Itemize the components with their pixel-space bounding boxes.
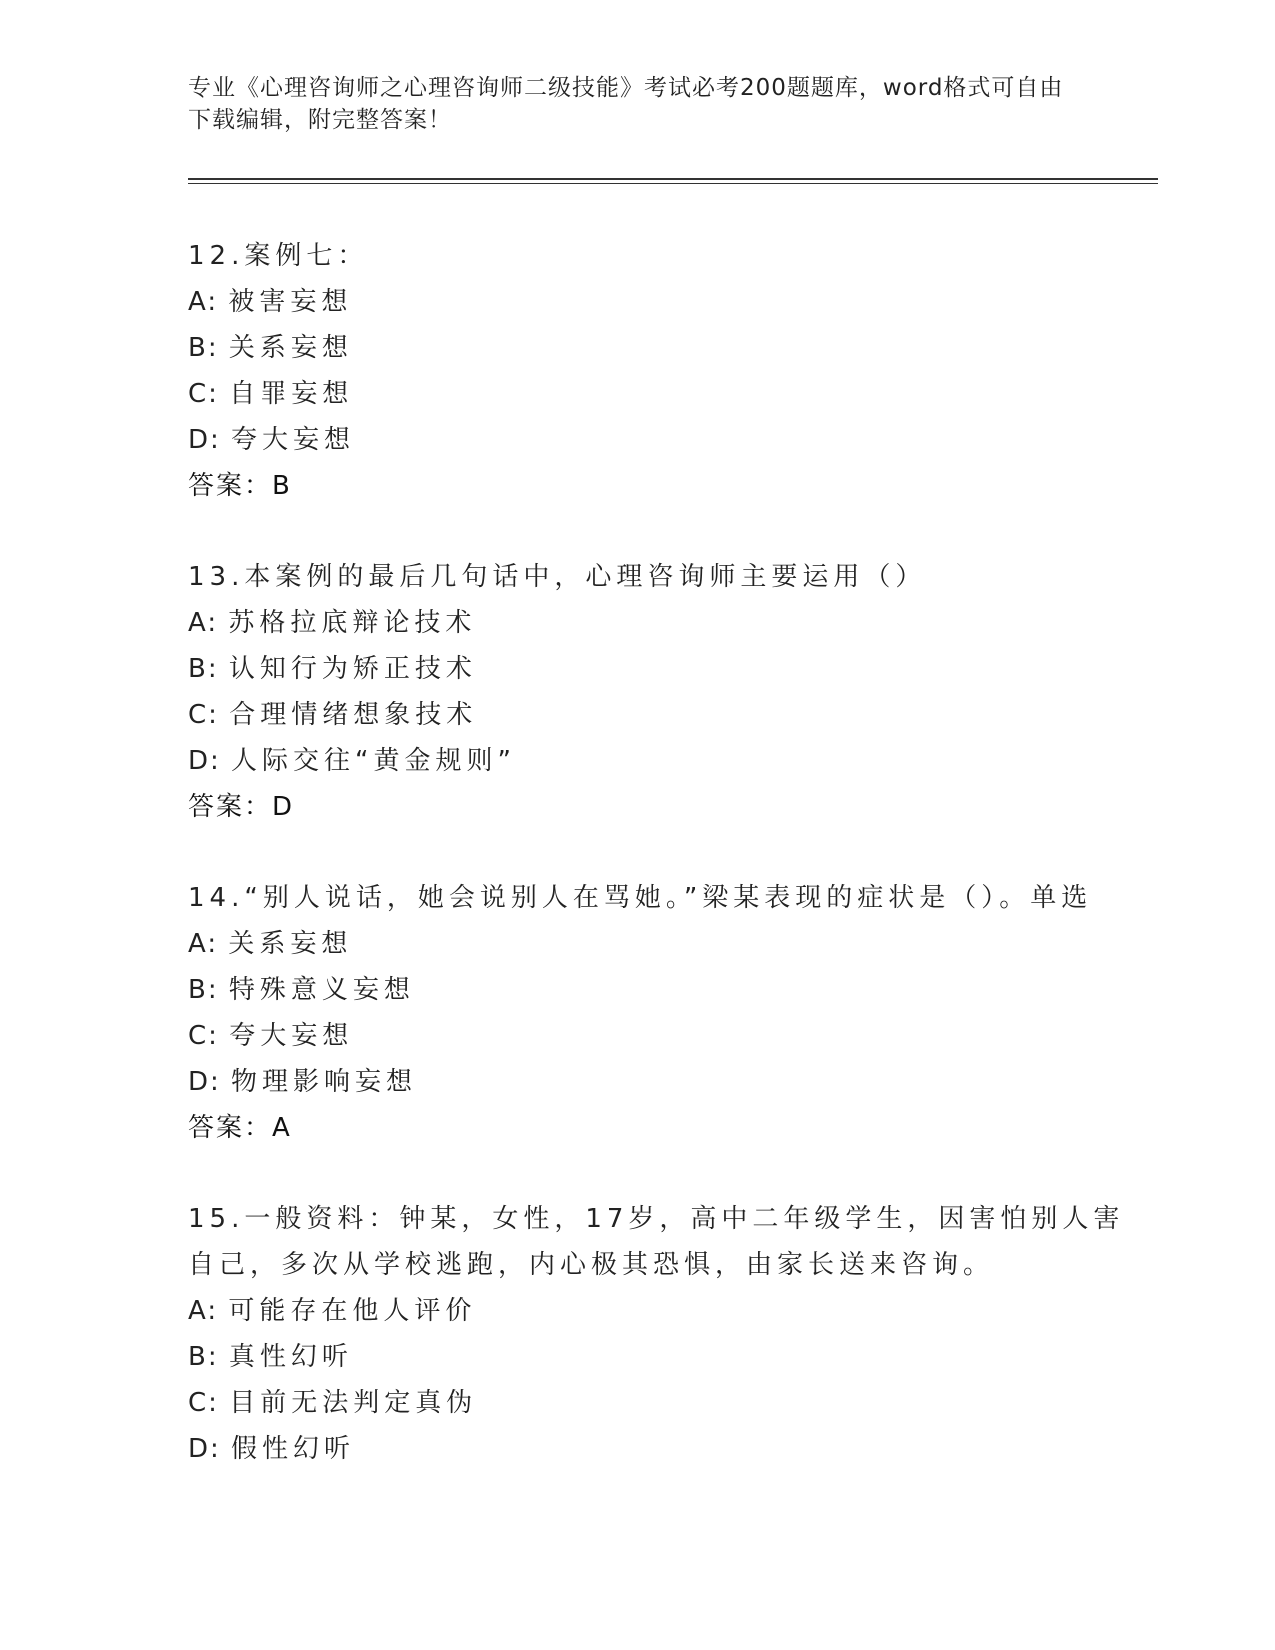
answer-text: 答案：A <box>188 1113 292 1143</box>
option-text: 被害妄想 <box>228 287 353 317</box>
option-label: C: <box>188 1021 230 1051</box>
option-c <box>188 371 1148 417</box>
option-label: A: <box>188 929 229 959</box>
option-text: 特殊意义妄想 <box>228 975 415 1005</box>
option-label: A: <box>188 287 229 317</box>
option-a <box>188 600 1148 646</box>
option-text: 自罪妄想 <box>229 379 354 409</box>
question-stem: 14.“别人说话，她会说别人在骂她。”梁某表现的症状是（）。单选 <box>188 883 1093 913</box>
option-text: 夸大妄想 <box>231 425 356 455</box>
option-label: B: <box>188 333 229 363</box>
option-b <box>188 646 1148 692</box>
option-b <box>188 1334 1148 1380</box>
question-14 <box>188 875 1148 1151</box>
question-12 <box>188 233 1148 509</box>
option-d <box>188 1059 1148 1105</box>
header-divider <box>188 178 1158 184</box>
option-label: D: <box>188 1067 232 1097</box>
option-d <box>188 417 1148 463</box>
question-stem: 12.案例七： <box>188 241 369 271</box>
document-header: 专业《心理咨询师之心理咨询师二级技能》考试必考200题题库，word格式可自由下载编辑，附完整答案！ <box>188 75 1064 133</box>
option-label: A: <box>188 1296 229 1326</box>
option-a <box>188 279 1148 325</box>
option-label: B: <box>188 654 229 684</box>
option-label: A: <box>188 608 229 638</box>
option-a <box>188 921 1148 967</box>
option-text: 假性幻听 <box>231 1434 356 1464</box>
answer-text: 答案：B <box>188 471 292 501</box>
answer-text: 答案：D <box>188 792 295 822</box>
option-c <box>188 1380 1148 1426</box>
option-d <box>188 1426 1148 1472</box>
option-c <box>188 1013 1148 1059</box>
question-stem: 15.一般资料：钟某，女性，17岁，高中二年级学生，因害怕别人害自己，多次从学校逃跑，内心极其恐惧，由家长送来咨询。 <box>188 1204 1125 1280</box>
option-a <box>188 1288 1148 1334</box>
option-c <box>188 692 1148 738</box>
option-label: B: <box>188 975 229 1005</box>
option-text: 夸大妄想 <box>229 1021 354 1051</box>
option-text: 合理情绪想象技术 <box>229 700 478 730</box>
option-text: 目前无法判定真伪 <box>229 1388 478 1418</box>
option-d <box>188 738 1148 784</box>
option-label: C: <box>188 700 230 730</box>
option-label: B: <box>188 1342 229 1372</box>
question-list <box>188 233 1148 1517</box>
option-text: 人际交往“黄金规则” <box>231 746 516 776</box>
question-13 <box>188 554 1148 830</box>
option-label: D: <box>188 1434 232 1464</box>
option-b <box>188 325 1148 371</box>
option-text: 真性幻听 <box>228 1342 353 1372</box>
option-label: C: <box>188 379 230 409</box>
option-label: D: <box>188 746 232 776</box>
option-text: 苏格拉底辩论技术 <box>228 608 477 638</box>
option-b <box>188 967 1148 1013</box>
option-text: 认知行为矫正技术 <box>228 654 477 684</box>
option-label: C: <box>188 1388 230 1418</box>
option-text: 关系妄想 <box>228 929 353 959</box>
question-15 <box>188 1196 1148 1472</box>
question-stem: 13.本案例的最后几句话中，心理咨询师主要运用（） <box>188 562 927 592</box>
option-text: 关系妄想 <box>228 333 353 363</box>
option-text: 物理影响妄想 <box>231 1067 418 1097</box>
option-label: D: <box>188 425 232 455</box>
option-text: 可能存在他人评价 <box>228 1296 477 1326</box>
